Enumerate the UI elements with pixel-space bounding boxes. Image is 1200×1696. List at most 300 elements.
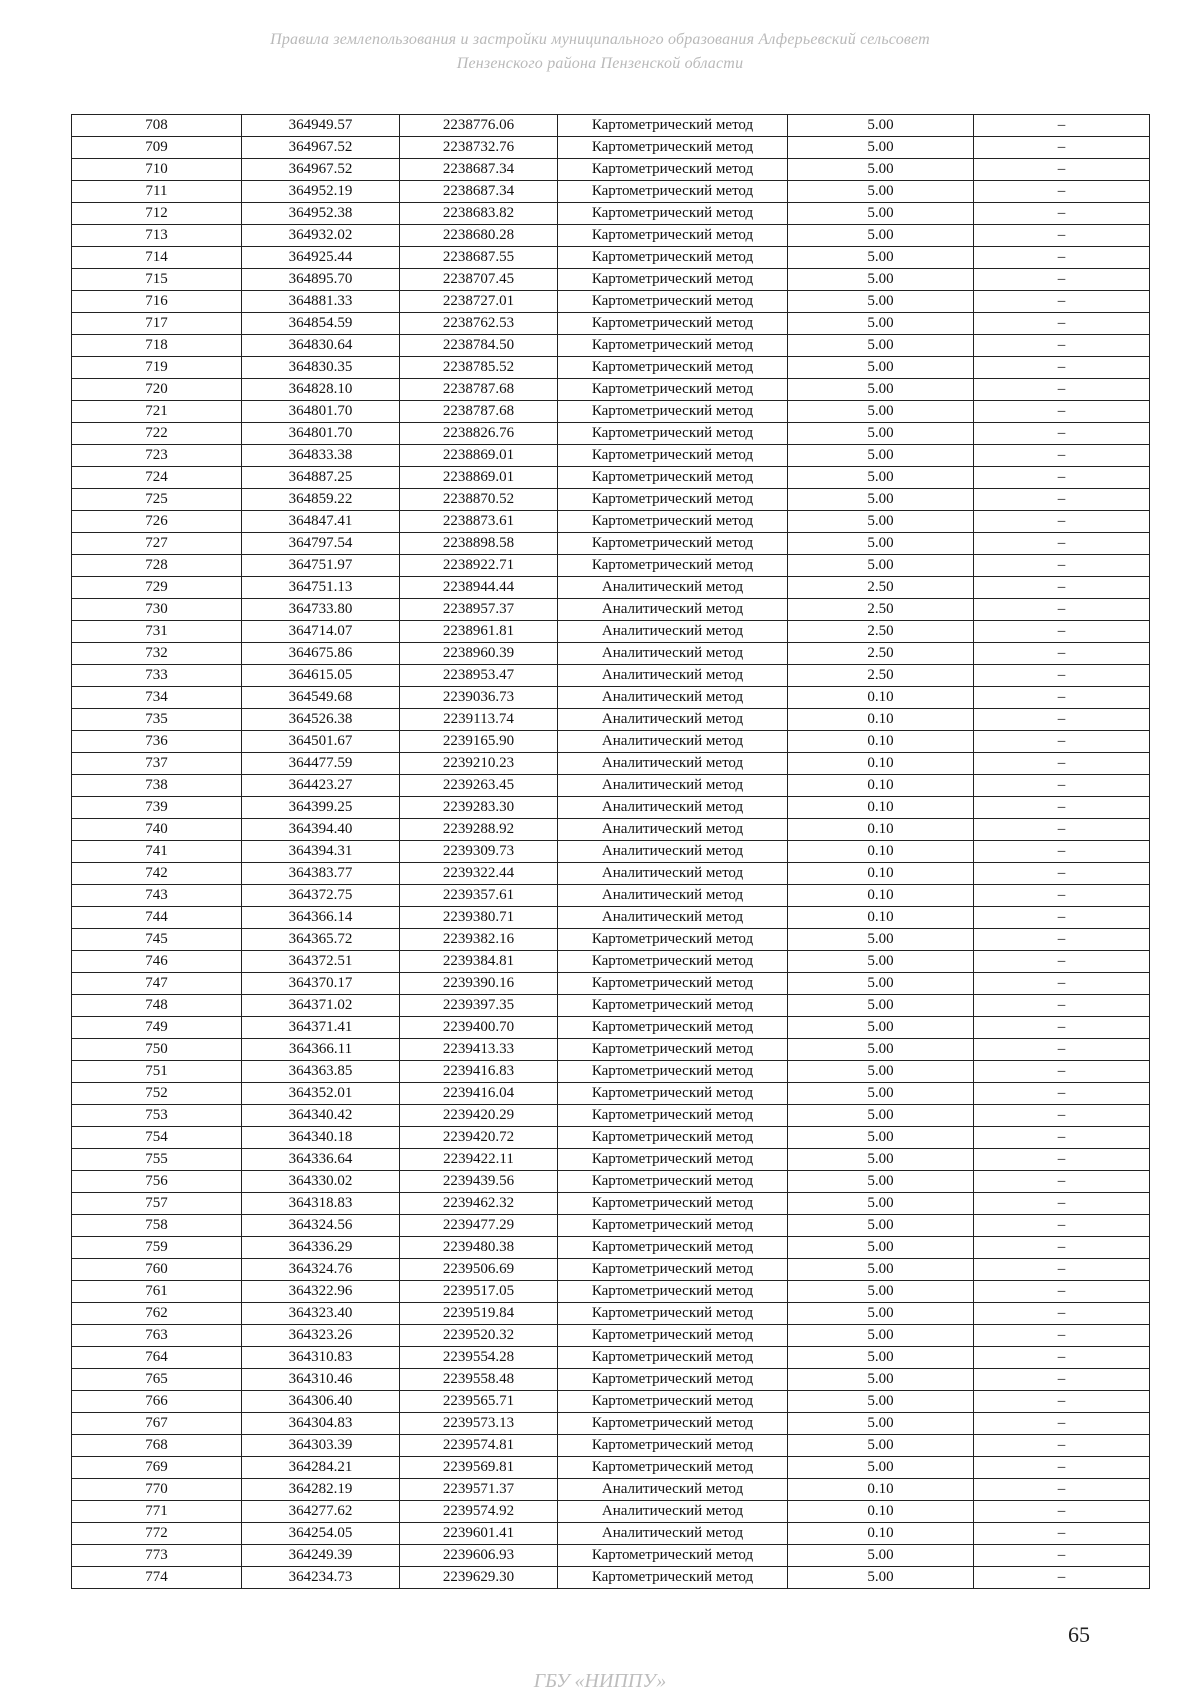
y-coordinate-cell: 2239390.16 [400,973,558,995]
accuracy-cell: 5.00 [788,313,974,335]
x-coordinate-cell: 364895.70 [242,269,400,291]
x-coordinate-cell: 364952.19 [242,181,400,203]
table-row [72,533,1150,555]
y-coordinate-cell: 2239400.70 [400,1017,558,1039]
method-cell: Аналитический метод [558,621,788,643]
y-coordinate-cell: 2238762.53 [400,313,558,335]
note-cell: – [974,687,1150,709]
x-coordinate-cell: 364352.01 [242,1083,400,1105]
method-cell: Картометрический метод [558,137,788,159]
accuracy-cell: 5.00 [788,1237,974,1259]
method-cell: Картометрический метод [558,1413,788,1435]
note-cell: – [974,819,1150,841]
point-number-cell: 737 [72,753,242,775]
point-number-cell: 759 [72,1237,242,1259]
point-number-cell: 727 [72,533,242,555]
note-cell: – [974,1259,1150,1281]
note-cell: – [974,1061,1150,1083]
y-coordinate-cell: 2239380.71 [400,907,558,929]
x-coordinate-cell: 364797.54 [242,533,400,555]
point-number-cell: 739 [72,797,242,819]
point-number-cell: 736 [72,731,242,753]
y-coordinate-cell: 2238787.68 [400,401,558,423]
table-row [72,379,1150,401]
accuracy-cell: 5.00 [788,511,974,533]
method-cell: Картометрический метод [558,269,788,291]
method-cell: Аналитический метод [558,709,788,731]
note-cell: – [974,467,1150,489]
method-cell: Картометрический метод [558,467,788,489]
table-row [72,929,1150,951]
accuracy-cell: 5.00 [788,1347,974,1369]
y-coordinate-cell: 2239397.35 [400,995,558,1017]
accuracy-cell: 5.00 [788,1325,974,1347]
y-coordinate-cell: 2238707.45 [400,269,558,291]
note-cell: – [974,599,1150,621]
note-cell: – [974,423,1150,445]
method-cell: Картометрический метод [558,1083,788,1105]
accuracy-cell: 0.10 [788,1479,974,1501]
note-cell: – [974,753,1150,775]
y-coordinate-cell: 2238870.52 [400,489,558,511]
table-row [72,665,1150,687]
table-row [72,1061,1150,1083]
y-coordinate-cell: 2238826.76 [400,423,558,445]
note-cell: – [974,1369,1150,1391]
point-number-cell: 757 [72,1193,242,1215]
table-row [72,247,1150,269]
x-coordinate-cell: 364365.72 [242,929,400,951]
note-cell: – [974,665,1150,687]
table-row [72,1237,1150,1259]
note-cell: – [974,1347,1150,1369]
point-number-cell: 723 [72,445,242,467]
point-number-cell: 748 [72,995,242,1017]
note-cell: – [974,181,1150,203]
table-row [72,1325,1150,1347]
note-cell: – [974,1413,1150,1435]
method-cell: Картометрический метод [558,313,788,335]
table-row [72,445,1150,467]
point-number-cell: 731 [72,621,242,643]
note-cell: – [974,1281,1150,1303]
accuracy-cell: 5.00 [788,1259,974,1281]
y-coordinate-cell: 2239558.48 [400,1369,558,1391]
x-coordinate-cell: 364370.17 [242,973,400,995]
point-number-cell: 708 [72,115,242,137]
accuracy-cell: 2.50 [788,599,974,621]
table-row [72,687,1150,709]
accuracy-cell: 0.10 [788,775,974,797]
y-coordinate-cell: 2238873.61 [400,511,558,533]
note-cell: – [974,709,1150,731]
y-coordinate-cell: 2239413.33 [400,1039,558,1061]
method-cell: Картометрический метод [558,1171,788,1193]
point-number-cell: 738 [72,775,242,797]
x-coordinate-cell: 364310.46 [242,1369,400,1391]
y-coordinate-cell: 2239571.37 [400,1479,558,1501]
table-row [72,115,1150,137]
accuracy-cell: 5.00 [788,533,974,555]
x-coordinate-cell: 364371.41 [242,1017,400,1039]
note-cell: – [974,951,1150,973]
y-coordinate-cell: 2238898.58 [400,533,558,555]
method-cell: Картометрический метод [558,181,788,203]
x-coordinate-cell: 364549.68 [242,687,400,709]
accuracy-cell: 5.00 [788,401,974,423]
y-coordinate-cell: 2238687.55 [400,247,558,269]
accuracy-cell: 5.00 [788,1039,974,1061]
point-number-cell: 750 [72,1039,242,1061]
accuracy-cell: 0.10 [788,797,974,819]
note-cell: – [974,1325,1150,1347]
method-cell: Картометрический метод [558,1149,788,1171]
note-cell: – [974,313,1150,335]
method-cell: Картометрический метод [558,379,788,401]
note-cell: – [974,907,1150,929]
x-coordinate-cell: 364477.59 [242,753,400,775]
x-coordinate-cell: 364967.52 [242,159,400,181]
table-row [72,1413,1150,1435]
header-line-1: Правила землепользования и застройки муниципального образования Алферьевский сельсовет [270,31,930,48]
coordinates-table-body [72,115,1150,1589]
table-row [72,1501,1150,1523]
note-cell: – [974,445,1150,467]
table-row [72,1149,1150,1171]
x-coordinate-cell: 364284.21 [242,1457,400,1479]
x-coordinate-cell: 364925.44 [242,247,400,269]
x-coordinate-cell: 364234.73 [242,1567,400,1589]
y-coordinate-cell: 2239574.92 [400,1501,558,1523]
method-cell: Аналитический метод [558,753,788,775]
point-number-cell: 734 [72,687,242,709]
x-coordinate-cell: 364833.38 [242,445,400,467]
y-coordinate-cell: 2239210.23 [400,753,558,775]
accuracy-cell: 0.10 [788,863,974,885]
y-coordinate-cell: 2238687.34 [400,181,558,203]
accuracy-cell: 5.00 [788,115,974,137]
accuracy-cell: 5.00 [788,1083,974,1105]
table-row [72,1171,1150,1193]
method-cell: Картометрический метод [558,1237,788,1259]
accuracy-cell: 5.00 [788,1149,974,1171]
note-cell: – [974,621,1150,643]
method-cell: Картометрический метод [558,1215,788,1237]
method-cell: Картометрический метод [558,1567,788,1589]
x-coordinate-cell: 364306.40 [242,1391,400,1413]
x-coordinate-cell: 364254.05 [242,1523,400,1545]
table-row [72,1039,1150,1061]
accuracy-cell: 5.00 [788,1435,974,1457]
accuracy-cell: 5.00 [788,225,974,247]
point-number-cell: 719 [72,357,242,379]
y-coordinate-cell: 2239288.92 [400,819,558,841]
table-row [72,621,1150,643]
method-cell: Картометрический метод [558,489,788,511]
table-row [72,555,1150,577]
y-coordinate-cell: 2239322.44 [400,863,558,885]
x-coordinate-cell: 364675.86 [242,643,400,665]
table-row [72,1567,1150,1589]
point-number-cell: 735 [72,709,242,731]
method-cell: Картометрический метод [558,951,788,973]
point-number-cell: 733 [72,665,242,687]
method-cell: Картометрический метод [558,1435,788,1457]
y-coordinate-cell: 2239477.29 [400,1215,558,1237]
x-coordinate-cell: 364714.07 [242,621,400,643]
point-number-cell: 771 [72,1501,242,1523]
point-number-cell: 749 [72,1017,242,1039]
x-coordinate-cell: 364854.59 [242,313,400,335]
table-row [72,1105,1150,1127]
table-row [72,753,1150,775]
table-row [72,1259,1150,1281]
accuracy-cell: 5.00 [788,555,974,577]
point-number-cell: 714 [72,247,242,269]
note-cell: – [974,291,1150,313]
note-cell: – [974,269,1150,291]
accuracy-cell: 2.50 [788,643,974,665]
x-coordinate-cell: 364340.18 [242,1127,400,1149]
x-coordinate-cell: 364372.75 [242,885,400,907]
y-coordinate-cell: 2239517.05 [400,1281,558,1303]
note-cell: – [974,995,1150,1017]
y-coordinate-cell: 2239573.13 [400,1413,558,1435]
accuracy-cell: 5.00 [788,247,974,269]
point-number-cell: 710 [72,159,242,181]
point-number-cell: 711 [72,181,242,203]
page-header [0,28,1200,76]
x-coordinate-cell: 364423.27 [242,775,400,797]
accuracy-cell: 5.00 [788,445,974,467]
accuracy-cell: 0.10 [788,907,974,929]
method-cell: Картометрический метод [558,1281,788,1303]
table-row [72,1193,1150,1215]
y-coordinate-cell: 2239554.28 [400,1347,558,1369]
point-number-cell: 752 [72,1083,242,1105]
accuracy-cell: 5.00 [788,357,974,379]
y-coordinate-cell: 2239574.81 [400,1435,558,1457]
x-coordinate-cell: 364323.40 [242,1303,400,1325]
accuracy-cell: 5.00 [788,291,974,313]
table-row [72,357,1150,379]
x-coordinate-cell: 364751.13 [242,577,400,599]
method-cell: Картометрический метод [558,555,788,577]
table-row [72,709,1150,731]
note-cell: – [974,885,1150,907]
note-cell: – [974,247,1150,269]
x-coordinate-cell: 364615.05 [242,665,400,687]
y-coordinate-cell: 2239036.73 [400,687,558,709]
method-cell: Картометрический метод [558,511,788,533]
accuracy-cell: 2.50 [788,577,974,599]
method-cell: Картометрический метод [558,1259,788,1281]
accuracy-cell: 5.00 [788,1281,974,1303]
accuracy-cell: 5.00 [788,1215,974,1237]
y-coordinate-cell: 2238869.01 [400,467,558,489]
note-cell: – [974,797,1150,819]
note-cell: – [974,1479,1150,1501]
x-coordinate-cell: 364859.22 [242,489,400,511]
x-coordinate-cell: 364399.25 [242,797,400,819]
table-row [72,1391,1150,1413]
accuracy-cell: 0.10 [788,687,974,709]
method-cell: Картометрический метод [558,1369,788,1391]
method-cell: Картометрический метод [558,225,788,247]
x-coordinate-cell: 364501.67 [242,731,400,753]
x-coordinate-cell: 364366.14 [242,907,400,929]
point-number-cell: 755 [72,1149,242,1171]
table-row [72,159,1150,181]
point-number-cell: 754 [72,1127,242,1149]
method-cell: Картометрический метод [558,335,788,357]
table-row [72,1215,1150,1237]
x-coordinate-cell: 364847.41 [242,511,400,533]
accuracy-cell: 5.00 [788,973,974,995]
note-cell: – [974,1303,1150,1325]
table-row [72,489,1150,511]
accuracy-cell: 5.00 [788,1391,974,1413]
table-row [72,577,1150,599]
accuracy-cell: 5.00 [788,423,974,445]
table-row [72,313,1150,335]
method-cell: Картометрический метод [558,203,788,225]
y-coordinate-cell: 2238732.76 [400,137,558,159]
point-number-cell: 715 [72,269,242,291]
method-cell: Аналитический метод [558,1479,788,1501]
point-number-cell: 758 [72,1215,242,1237]
point-number-cell: 766 [72,1391,242,1413]
accuracy-cell: 5.00 [788,929,974,951]
method-cell: Картометрический метод [558,291,788,313]
y-coordinate-cell: 2238961.81 [400,621,558,643]
table-row [72,225,1150,247]
accuracy-cell: 0.10 [788,841,974,863]
y-coordinate-cell: 2238944.44 [400,577,558,599]
method-cell: Аналитический метод [558,665,788,687]
y-coordinate-cell: 2238776.06 [400,115,558,137]
note-cell: – [974,1545,1150,1567]
y-coordinate-cell: 2239357.61 [400,885,558,907]
note-cell: – [974,533,1150,555]
method-cell: Аналитический метод [558,797,788,819]
y-coordinate-cell: 2239569.81 [400,1457,558,1479]
table-row [72,819,1150,841]
y-coordinate-cell: 2239113.74 [400,709,558,731]
accuracy-cell: 0.10 [788,709,974,731]
note-cell: – [974,1083,1150,1105]
accuracy-cell: 5.00 [788,1061,974,1083]
table-row [72,907,1150,929]
point-number-cell: 760 [72,1259,242,1281]
accuracy-cell: 0.10 [788,1523,974,1545]
accuracy-cell: 5.00 [788,1105,974,1127]
note-cell: – [974,225,1150,247]
accuracy-cell: 5.00 [788,1567,974,1589]
x-coordinate-cell: 364394.40 [242,819,400,841]
note-cell: – [974,401,1150,423]
y-coordinate-cell: 2238953.47 [400,665,558,687]
table-row [72,1083,1150,1105]
y-coordinate-cell: 2239420.29 [400,1105,558,1127]
x-coordinate-cell: 364932.02 [242,225,400,247]
y-coordinate-cell: 2238784.50 [400,335,558,357]
x-coordinate-cell: 364828.10 [242,379,400,401]
header-line-2: Пензенского района Пензенской области [456,55,744,72]
y-coordinate-cell: 2238960.39 [400,643,558,665]
method-cell: Картометрический метод [558,1105,788,1127]
y-coordinate-cell: 2238922.71 [400,555,558,577]
point-number-cell: 724 [72,467,242,489]
point-number-cell: 728 [72,555,242,577]
accuracy-cell: 5.00 [788,181,974,203]
note-cell: – [974,973,1150,995]
x-coordinate-cell: 364310.83 [242,1347,400,1369]
table-row [72,335,1150,357]
y-coordinate-cell: 2239263.45 [400,775,558,797]
point-number-cell: 730 [72,599,242,621]
y-coordinate-cell: 2238727.01 [400,291,558,313]
point-number-cell: 756 [72,1171,242,1193]
note-cell: – [974,929,1150,951]
table-row [72,291,1150,313]
table-row [72,203,1150,225]
y-coordinate-cell: 2239519.84 [400,1303,558,1325]
point-number-cell: 718 [72,335,242,357]
coordinates-table [71,114,1150,1589]
y-coordinate-cell: 2239629.30 [400,1567,558,1589]
note-cell: – [974,137,1150,159]
method-cell: Картометрический метод [558,995,788,1017]
method-cell: Картометрический метод [558,1347,788,1369]
x-coordinate-cell: 364394.31 [242,841,400,863]
point-number-cell: 753 [72,1105,242,1127]
note-cell: – [974,489,1150,511]
note-cell: – [974,731,1150,753]
table-row [72,1127,1150,1149]
table-row [72,1281,1150,1303]
x-coordinate-cell: 364323.26 [242,1325,400,1347]
x-coordinate-cell: 364303.39 [242,1435,400,1457]
y-coordinate-cell: 2239384.81 [400,951,558,973]
table-row [72,863,1150,885]
accuracy-cell: 5.00 [788,1457,974,1479]
accuracy-cell: 5.00 [788,1171,974,1193]
note-cell: – [974,203,1150,225]
table-row [72,137,1150,159]
x-coordinate-cell: 364830.64 [242,335,400,357]
method-cell: Картометрический метод [558,1061,788,1083]
x-coordinate-cell: 364383.77 [242,863,400,885]
point-number-cell: 717 [72,313,242,335]
note-cell: – [974,1435,1150,1457]
table-row [72,1017,1150,1039]
note-cell: – [974,1039,1150,1061]
note-cell: – [974,159,1150,181]
point-number-cell: 716 [72,291,242,313]
point-number-cell: 732 [72,643,242,665]
point-number-cell: 767 [72,1413,242,1435]
point-number-cell: 751 [72,1061,242,1083]
x-coordinate-cell: 364340.42 [242,1105,400,1127]
y-coordinate-cell: 2238687.34 [400,159,558,181]
note-cell: – [974,1171,1150,1193]
accuracy-cell: 5.00 [788,1303,974,1325]
method-cell: Картометрический метод [558,1017,788,1039]
accuracy-cell: 5.00 [788,269,974,291]
table-row [72,181,1150,203]
point-number-cell: 746 [72,951,242,973]
